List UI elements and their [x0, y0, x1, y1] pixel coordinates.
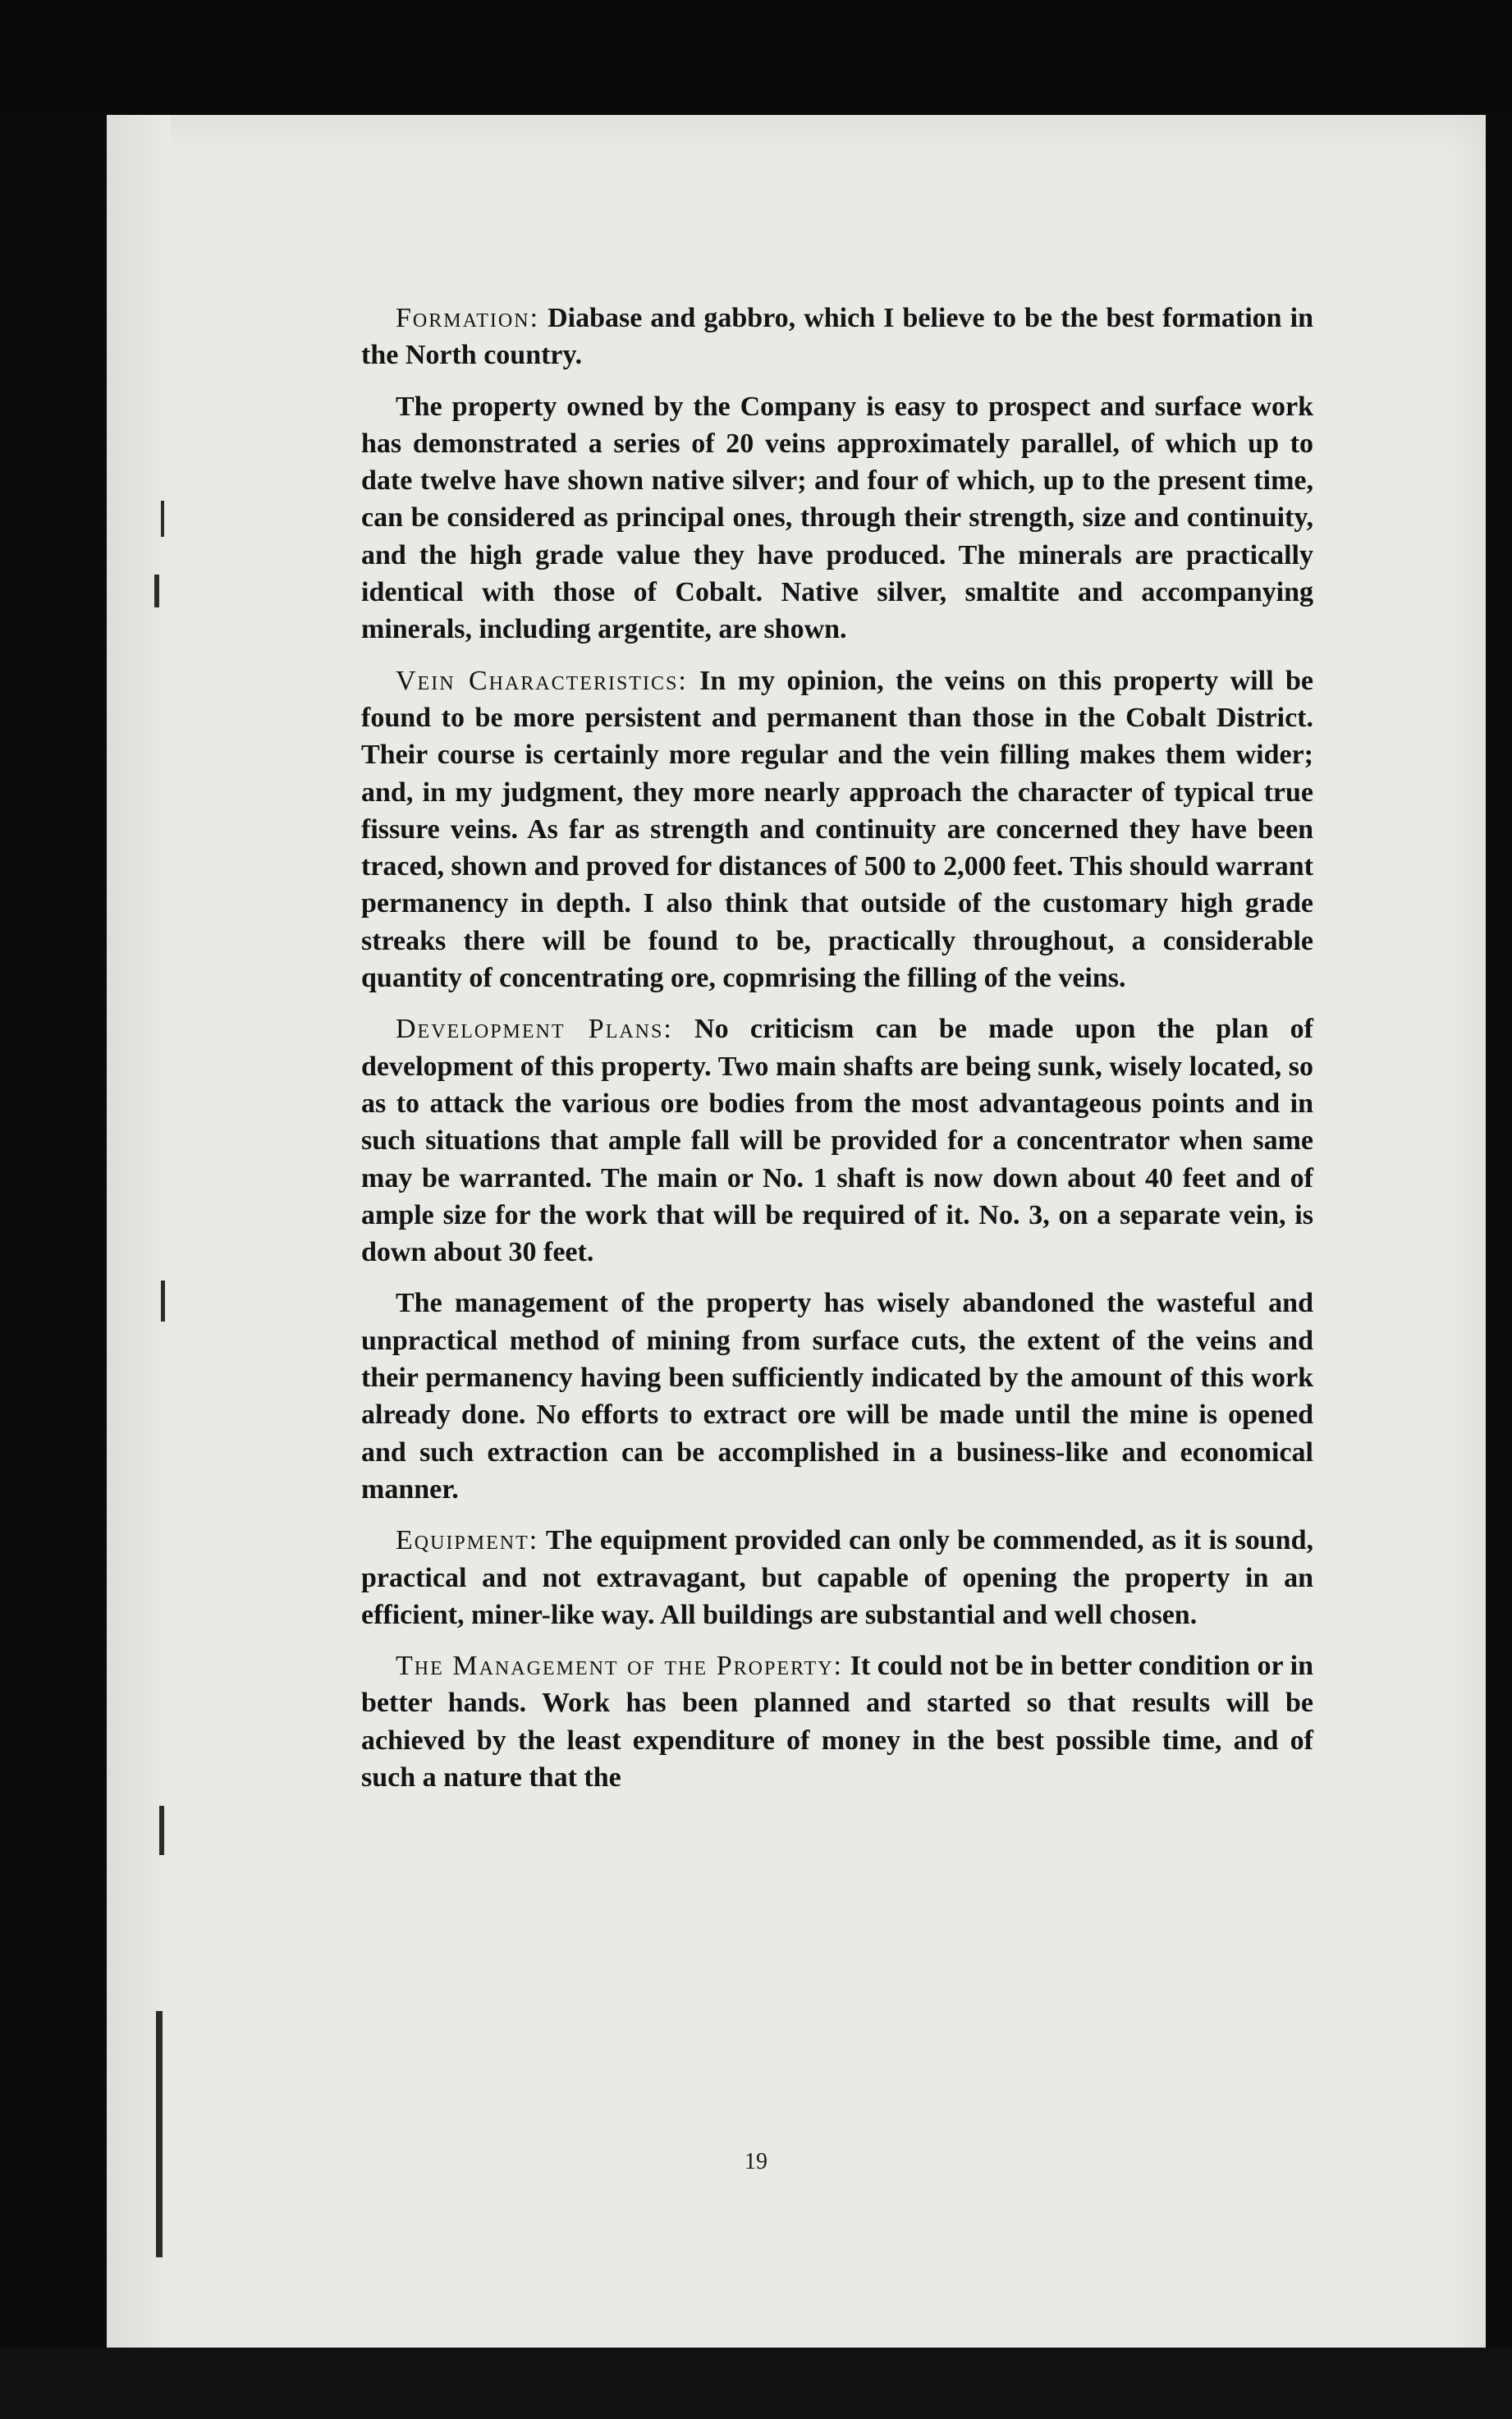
paragraph-development-plans	[361, 1010, 1313, 1271]
paragraph-text: It could not be in better condition or in better hands. Work has been planned and started so that results will be achieved by the least expenditure of money in the best possible time, and of such a nature that the	[361, 1651, 1313, 1793]
section-heading-management: The Management of the Property:	[396, 1651, 843, 1682]
paragraph-text: No criticism can be made upon the plan of development of this property. Two main shafts are being sunk, wisely located, so as to attack the various ore bodies from the most advantageous points and in such situations that ample fall will be provided for a concentrator when same may be warranted. The main or No. 1 shaft is now down about 40 feet and of ample size for the work that will be required of it. No. 3, on a separate vein, is down about 30 feet.	[361, 1014, 1313, 1268]
paragraph-equipment	[361, 1522, 1313, 1633]
paragraph-text: Diabase and gabbro, which I believe to be the best formation in the North country.	[361, 303, 1313, 371]
section-heading-formation: Formation:	[396, 303, 540, 333]
scan-bottom-border	[0, 2348, 1512, 2419]
paragraph-management-property	[361, 1647, 1313, 1796]
paragraph-vein-characteristics	[361, 662, 1313, 997]
section-heading-vein-characteristics: Vein Characteristics:	[396, 665, 688, 696]
paragraph-management-method	[361, 1285, 1313, 1508]
body-text	[361, 300, 1313, 1810]
paragraph-formation	[361, 300, 1313, 374]
section-heading-equipment: Equipment:	[396, 1525, 539, 1556]
margin-mark	[159, 1806, 164, 1855]
margin-mark	[161, 501, 164, 537]
margin-mark	[156, 2011, 163, 2257]
paragraph-text: The management of the property has wisely abandoned the wasteful and unpractical method of mining from surface cuts, the extent of the veins and their permanency having been sufficiently indicated by the amount of this work already done. No efforts to extract ore will be made until the mine is opened and such extraction can be accomplished in a business-like and economical manner.	[361, 1288, 1313, 1505]
margin-mark	[154, 575, 159, 607]
section-heading-development-plans: Development Plans:	[396, 1014, 673, 1045]
paragraph-property	[361, 388, 1313, 648]
paragraph-text: In my opinion, the veins on this property will be found to be more persistent and permanent than those in the Cobalt District. Their course is certainly more regular and the vein filling makes them wider; and, in my judgment, they more nearly approach the character of typical true fissure veins. As far as strength and continuity are concerned they have been traced, shown and proved for distances of 500 to 2,000 feet. This should warrant permanency in depth. I also think that outside of the customary high grade streaks there will be found to be, practically throughout, a considerable quantity of concentrating ore, copmrising the filling of the veins.	[361, 665, 1313, 994]
page-number: 19	[745, 2149, 767, 2174]
paragraph-text: The equipment provided can only be commended, as it is sound, practical and not extravagant, but capable of opening the property in an efficient, miner-like way. All buildings are substantial and well chosen.	[361, 1525, 1313, 1630]
paragraph-text: The property owned by the Company is easy to prospect and surface work has demonstrated a series of 20 veins approximately parallel, of which up to date twelve have shown native silver; and four of which, up to the present time, can be considered as principal ones, through their strength, size and continuity, and the high grade value they have produced. The minerals are practically identical with those of Cobalt. Native silver, smaltite and accompanying minerals, including argentite, are shown.	[361, 391, 1313, 645]
scan-top-border	[0, 0, 1512, 115]
margin-mark	[161, 1281, 165, 1322]
